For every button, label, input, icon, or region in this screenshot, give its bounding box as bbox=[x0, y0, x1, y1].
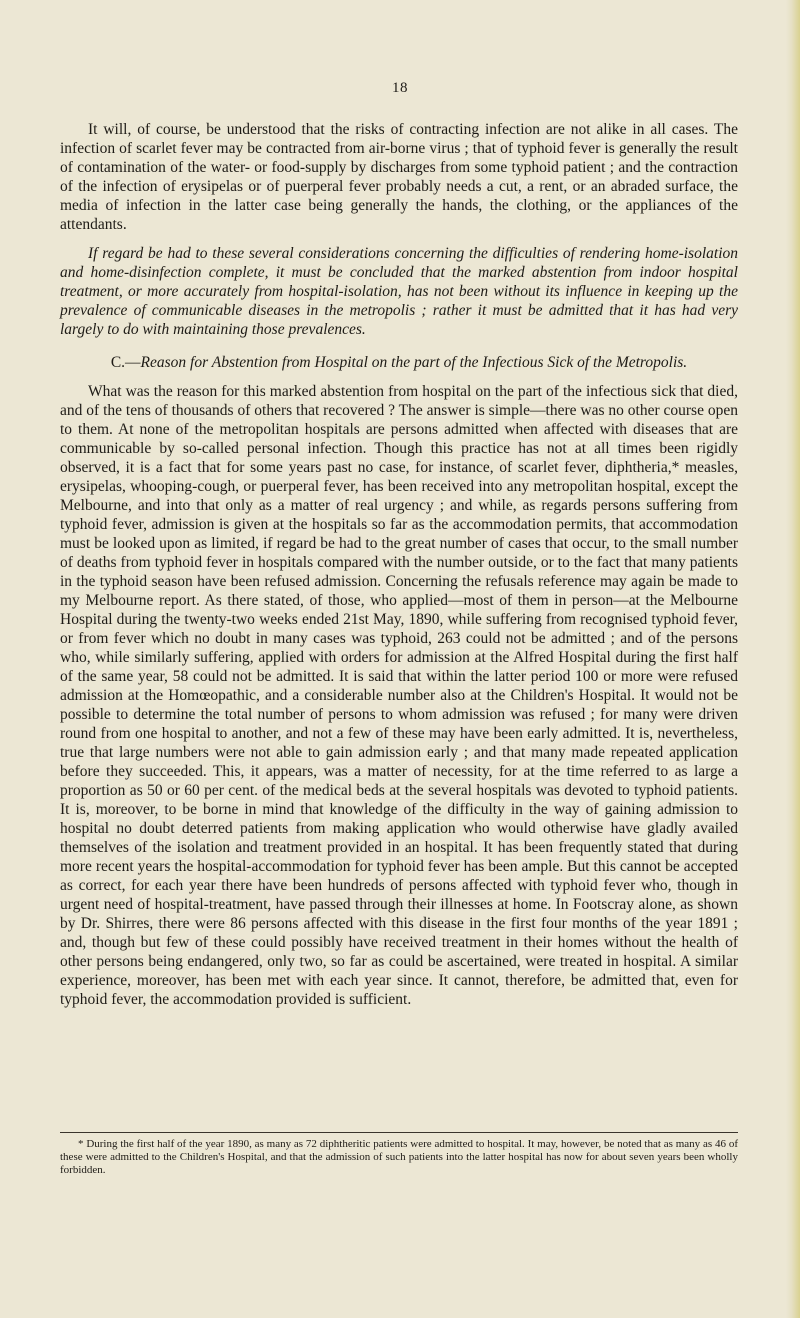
section-letter: C.— bbox=[110, 354, 141, 371]
paragraph-conclusion: If regard be had to these several considerations concerning the difficulties of rendering home-isolation and home-disinfection complete, it must be concluded that the marked abstention from indoor hospital treatment, or more accurately from hospital-isolation, has not been without its influence in keeping up the prevalence of communicable diseases in the metropolis ; rather it must be admitted that it has had very largely to do with maintaining those prevalences. bbox=[60, 245, 738, 338]
page-number: 18 bbox=[392, 80, 408, 96]
paragraph-risks-of-infection: It will, of course, be understood that the risks of contracting infection are not alike in all cases. The infection of scarlet fever may be contracted from air-borne virus ; that of typhoid fever is generally the result of contamination of the water- or food-supply by discharges from some typhoid patient ; and the contraction of the infection of erysipelas or of puerperal fever probably needs a cut, a rent, or an abraded surface, the media of infection in the latter case being generally the hands, the clothing, or the appliances of the attendants. bbox=[60, 121, 738, 233]
page-body bbox=[60, 120, 738, 1009]
footnote: * During the first half of the year 1890, as many as 72 diphtheritic patients were admitted to hospital. It may, however, be noted that as many as 46 of these were admitted to the Children's Hospital, and that the admission of such patients into the latter hospital has now for about seven years been wholly forbidden. bbox=[60, 1138, 738, 1176]
footnote-divider bbox=[60, 1132, 738, 1133]
paragraph-reason-for-abstention: What was the reason for this marked abstention from hospital on the part of the infectious sick that died, and of the tens of thousands of others that recovered ? The answer is simple—there was no other course open to them. At none of the metropolitan hospitals are persons admitted when affected with diseases that are communicable by so-called personal infection. Though this practice has not at all times been rigidly observed, it is a fact that for some years past no case, for instance, of scarlet fever, diphtheria,* measles, erysipelas, whooping-cough, or puerperal fever, has been received into any metropolitan hospital, except the Melbourne, and into that only as a matter of real urgency ; and while, as regards persons suffering from typhoid fever, admission is given at the hospitals so far as the accommodation permits, that accommodation must be looked upon as limited, if regard be had to the great number of cases that occur, to the small number of deaths from typhoid fever in hospitals compared with the number outside, or to the fact that many patients in the typhoid season have been refused admission. Concerning the refusals reference may again be made to my Melbourne report. As there stated, of those, who applied—most of them in person—at the Melbourne Hospital during the twenty-two weeks ended 21st May, 1890, while suffering from recognised typhoid fever, or from fever which no doubt in many cases was typhoid, 263 could not be admitted ; and of the persons who, while similarly suffering, applied with orders for admission at the Alfred Hospital during the first half of the same year, 58 could not be admitted. It is said that within the latter period 100 or more were refused admission at the Homœopathic, and a considerable number also at the Children's Hospital. It would not be possible to determine the total number of persons to whom admission was refused ; for many were driven round from one hospital to another, and not a few of these may have been early admitted. It is, nevertheless, true that large numbers were not able to gain admission early ; and that many made repeated application before they succeeded. This, it appears, was a matter of necessity, for at the time referred to as large a proportion as 50 or 60 per cent. of the medical beds at the several hospitals was devoted to typhoid patients. It is, moreover, to be borne in mind that knowledge of the difficulty in the way of gaining admission to hospital no doubt deterred patients from making application who would otherwise have gladly availed themselves of the isolation and treatment provided in an hospital. It has been frequently stated that during more recent years the hospital-accommodation for typhoid fever has been ample. But this cannot be accepted as correct, for each year there have been hundreds of persons affected with typhoid fever who, though in urgent need of hospital-treatment, have passed through their illnesses at home. In Footscray alone, as shown by Dr. Shirres, there were 86 persons affected with this disease in the first four months of the year 1891 ; and, though but few of these could possibly have received treatment in their homes without the health of other persons being endangered, only two, so far as could be ascertained, were treated in hospital. A similar experience, moreover, has been met with each year since. It cannot, therefore, be admitted that, even for typhoid fever, the accommodation provided is sufficient. bbox=[60, 383, 738, 1008]
page-edge-shadow bbox=[786, 0, 800, 1318]
section-title: Reason for Abstention from Hospital on the part of the Infectious Sick of the Metropolis. bbox=[140, 354, 688, 371]
section-heading bbox=[60, 353, 738, 372]
